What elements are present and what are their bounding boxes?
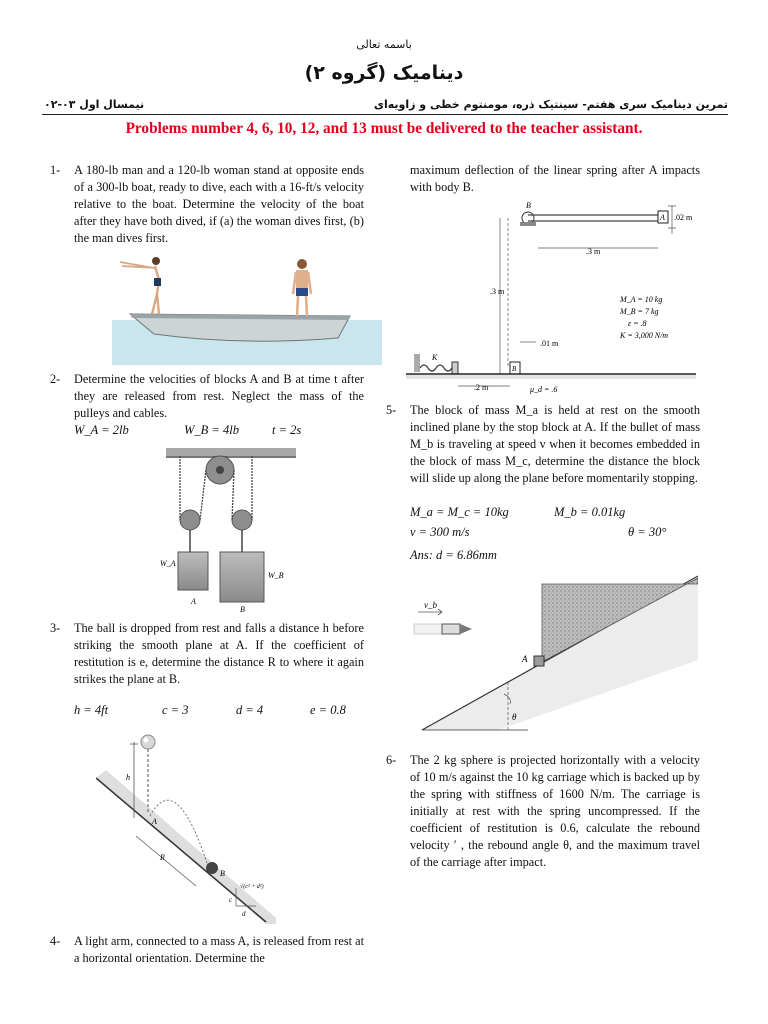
problem-1-number: 1- [50,163,61,177]
problem-4-label-b-block: B [512,365,517,373]
problem-2-var-wb: W_B = 4lb [184,423,239,437]
problem-4-label-2m: .2 m [474,383,489,392]
page-title: دینامیک (گروه ۲) [304,62,464,84]
problem-4-label-a: A [660,213,665,222]
problem-3-var-d: d = 4 [236,703,264,717]
problem-4-label-k: K [432,353,438,362]
semester-info: نیمسال اول ۰۳-۰۲ [44,98,145,111]
problem-2-number: 2- [50,372,61,386]
problem-4-continuation: maximum deflection of the linear spring after A impacts with body B. [410,163,700,194]
problem-6-text: The 2 kg sphere is projected horizontally with a velocity of 10 m/s against the 10 kg carriage which is backed up by the spring with stiffness of 1600 N/m. The carriage is initially at rest with the spring uncompressed. If the coefficient of restitution is 0.6, calculate the rebound velocity ′ , the rebound angle θ, and the maximum travel of the carriage after impact. [410,753,700,869]
problem-4-label-3m-h: .3 m [586,247,601,256]
problem-3-label-c: c [229,896,233,904]
problem-1-text: A 180-lb man and a 120-lb woman stand at opposite ends of a 300-lb boat, ready to dive, each with a 16-ft/s velocity relative to the boat. Determine the velocity of the boat after they have both dived, if (a) the woman dives first, (b) the man dives first. [74,163,364,245]
problem-5-variables [410,504,700,540]
problem-5-label-vb: v_b [424,600,437,610]
problem-3-label-d: d [242,910,246,918]
problem-3-label-b: B [220,869,225,878]
problem-5-number: 5- [386,403,397,417]
problem-3-label-hyp: √(c² + d²) [240,884,264,890]
problem-2-label-a: A [191,597,196,606]
problem-5-answer: Ans: d = 6.86mm [410,548,497,562]
problem-4-figure [406,198,696,398]
problem-3-variables [74,702,364,720]
problem-5-label-theta: θ [512,712,517,722]
problem-5-var-ma-mc: M_a = M_c = 10kg [410,505,509,519]
problem-4-label-02m: .02 m [674,213,693,222]
delivery-notice: Problems number 4, 6, 10, 12, and 13 must be delivered to the teacher assistant. [125,120,643,137]
problem-2-variables [74,422,364,440]
problem-5-var-theta: θ = 30° [628,525,667,539]
problem-4-label-3m-v: .3 m [490,287,505,296]
problem-4-label-b-top: B [526,201,531,210]
course-info: تمرین دینامیک سری هفتم- سینتیک ذره، مومنتوم خطی و زاویه‌ای [373,98,728,111]
problem-2-label-b: B [240,605,245,614]
problem-3-label-a: A [152,817,157,826]
problem-3-label-h: h [126,773,130,782]
problem-2-text: Determine the velocities of blocks A and B at time t after they are released from rest. Neglect the mass of the pulleys and cables. [74,372,364,420]
problem-4-value-k: K = 3,000 N/m [620,331,669,340]
problem-4-number: 4- [50,934,61,948]
problem-4-text: A light arm, connected to a mass A, is released from rest at a horizontal orientation. Determine the [74,934,364,965]
problem-6-number: 6- [386,753,397,767]
bismillah: باسمه تعالی [356,38,412,51]
problem-5-var-v: v = 300 m/s [410,525,470,539]
problem-2-label-wa: W_A [160,559,176,568]
problem-2-figure [146,444,306,614]
problem-5-figure [408,570,698,740]
problem-2-var-t: t = 2s [272,423,302,437]
problem-5-text: The block of mass M_a is held at rest on the smooth inclined plane by the stop block at A. If the bullet of mass M_b is traveling at speed v when it becomes embedded in the block of mass M_c, determine the distance the block will slide up along the plane before momentarily stopping. [410,403,700,485]
problem-3-figure [96,728,276,924]
problem-5-label-a: A [522,654,528,664]
problem-1-figure [112,250,382,365]
problem-4-label-01m: .01 m [540,339,559,348]
problem-4-label-mu: μ_d = .6 [530,385,558,394]
problem-3-var-h: h = 4ft [74,703,109,717]
problem-4-value-eps: ε = .8 [628,319,647,328]
problem-3-number: 3- [50,621,61,635]
problem-3-var-c: c = 3 [162,703,189,717]
problem-3-var-e: e = 0.8 [310,703,346,717]
problem-3-label-r: R [160,853,165,862]
problem-4-value-mb: M_B = 7 kg [620,307,659,316]
problem-4-value-ma: M_A = 10 kg [620,295,663,304]
problem-5-var-mb: M_b = 0.01kg [554,505,626,519]
problem-2-var-wa: W_A = 2lb [74,423,129,437]
problem-2-label-wb: W_B [268,571,284,580]
header-rule [42,114,728,115]
problem-3-text: The ball is dropped from rest and falls a distance h before striking the smooth plane at A. If the coefficient of restitution is e, determine the distance R to where it again strikes the plane at B. [74,621,364,686]
